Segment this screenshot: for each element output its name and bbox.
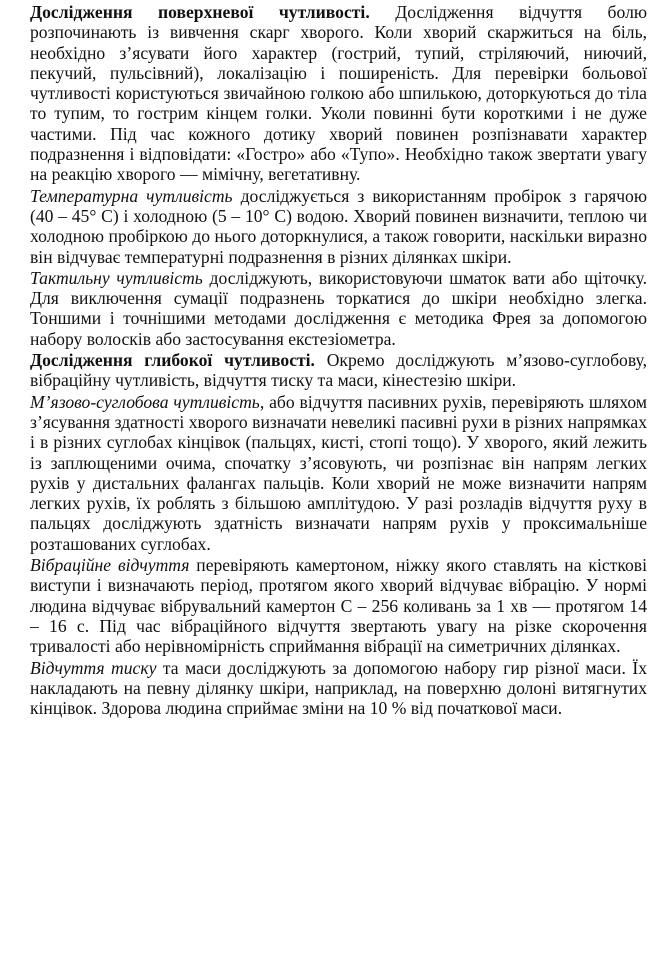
paragraph-body: Окремо досліджують м’язово-суглобову, вібраційну чутливість, відчуття тиску та маси, кінестезію шкіри. xyxy=(30,350,647,391)
paragraph-body: досліджується з використанням пробірок з гарячою (40 – 45° С) і холодною (5 – 10° С) водою. Хворий повинен визначити, теплою чи холодною пробіркою до нього доторкнулися, а також говорити, наскільки виразно він відчуває температурні подразнення в різних ділянках шкіри. xyxy=(30,185,647,267)
term-vibration: Вібраційне відчуття xyxy=(30,555,190,576)
paragraph-vibration-sense xyxy=(30,555,647,656)
section-heading-deep: Дослідження глибокої чутливості. xyxy=(30,350,315,371)
paragraph-body: Дослідження відчуття болю розпочинають із вивчення скарг хворого. Коли хворий скаржиться на біль, необхідно з’ясувати його характер (гострий, тупий, стріляючий, ниючий, пекучий, пульсівний), локалізацію і поширеність. Для перевірки больової чутливості користуються звичайною голкою або шпилькою, доторкуються до тіла то тупим, то гострим кінцем голки. Уколи повинні бути короткими і не дуже частими. Під час кожного дотику хворий повинен розпізнавати характер подразнення і відповідати: «Гостро» або «Тупо». Необхідно також звертати увагу на реакцію хворого — мімічну, вегетативну. xyxy=(30,2,647,185)
paragraph-muscle-joint-sensitivity xyxy=(30,392,647,554)
paragraph-temperature-sensitivity xyxy=(30,186,647,267)
section-heading-superficial: Дослідження поверхневої чутливості. xyxy=(30,2,370,22)
paragraph-tactile-sensitivity xyxy=(30,268,647,349)
paragraph-body: перевіряють камертоном, ніжку якого ставлять на кісткові виступи і визначають період, протягом якого хворий відчуває вібрацію. У нормі людина відчуває вібрувальний камертон С – 256 коливань за 1 хв — протягом 14 – 16 с. Під час вібраційного відчуття звертають увагу на різке скорочення тривалості або нерівномірність сприймання вібрації на симетричних ділянках. xyxy=(30,555,647,657)
paragraph-body: досліджують, використовуючи шматок вати або щіточку. Для виключення сумації подразнень торкатися до шкіри необхідно злегка. Тоншими і точнішими методами дослідження є методика Фрея за допомогою набору волосків або застосування екстезіометра. xyxy=(30,267,648,349)
paragraph-deep-sensitivity xyxy=(30,350,647,391)
paragraph-body: , або відчуття пасивних рухів, перевіряють шляхом з’ясування здатності хворого визначати невеликі пасивні рухи в різних напрямках і в різних суглобах кінцівок (пальцях, кисті, стопі тощо). У хворого, який лежить із заплющеними очима, спочатку з’ясовують, чи розпізнає він напрям легких рухів у дистальних фалангах пальців. Коли хворий не може визначити напрям легких рухів, їх роблять з більшою амплітудою. У разі розладів відчуття руху в пальцях досліджують здатність визначати напрям рухів у проксимальніше розташованих суглобах. xyxy=(30,391,647,554)
term-temperature: Температурна чутливість xyxy=(30,185,233,206)
term-tactile: Тактильну чутливість xyxy=(30,267,203,288)
paragraph-superficial-sensitivity xyxy=(30,2,647,185)
paragraph-pressure-sense xyxy=(30,658,647,719)
term-pressure: Відчуття тиску xyxy=(30,657,157,678)
term-muscle-joint: М’язово-суглобова чутливість xyxy=(30,391,260,412)
paragraph-body: та маси досліджують за допомогою набору гир різної маси. Їх накладають на певну ділянку шкіри, наприклад, на поверхню долоні витягнутих кінцівок. Здорова людина сприймає зміни на 10 % від початкової маси. xyxy=(30,657,647,719)
